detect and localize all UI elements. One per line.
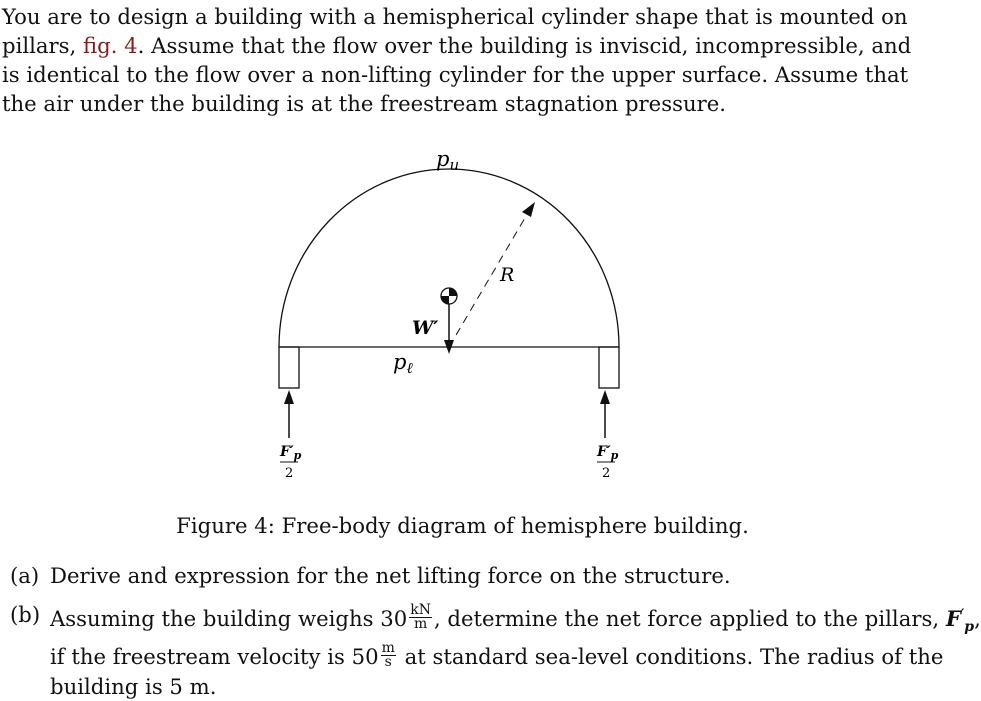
intro-text-2: . Assume that the flow over the building is inviscid, incompressible, and is identical to the flow over a non-lifting cylinder for the upper surface. Assume that the air under the building is at the freestream stagnation pressure. (2, 33, 912, 116)
upper-pressure-label: pu (436, 147, 460, 174)
right-force-label (596, 444, 619, 481)
right-force-arrowhead (600, 390, 610, 404)
question-b-label: (b) (10, 602, 41, 627)
unit-kn-per-m: $\frac{kN}{m}$ (410, 602, 431, 633)
svg-text:2: 2 (285, 466, 294, 481)
intro-text-1: You are to design a building with a hemispherical cylinder shape that is mounted on pillars, (2, 4, 908, 58)
figure-caption: Figure 4: Free-body diagram of hemisphere building. (176, 513, 749, 538)
question-a-text: Derive and expression for the net lifting force on the structure. (50, 563, 731, 588)
question-a (10, 561, 915, 590)
radius-label: R (500, 264, 515, 286)
weight-label: W′ (412, 317, 439, 339)
lower-pressure-label: pℓ (393, 350, 413, 377)
svg-text:F′p: $F'_p$ (280, 444, 302, 462)
unit-m-per-s: $\frac{m}{s}$ (381, 640, 395, 671)
right-pillar (599, 347, 619, 388)
radius-arrowhead (522, 202, 535, 217)
left-force-arrowhead (284, 390, 294, 404)
figure-reference-link[interactable]: fig. 4 (83, 33, 138, 58)
svg-text:2: 2 (602, 466, 611, 481)
left-force-label (279, 444, 302, 481)
pillar-force-symbol: $F'_p$ (945, 606, 975, 636)
question-b (10, 600, 981, 700)
svg-text:F′p: $F'_p$ (597, 444, 619, 462)
center-of-mass-icon (441, 288, 457, 304)
question-a-label: (a) (10, 563, 40, 588)
left-pillar (279, 347, 299, 388)
radius-line (449, 206, 532, 347)
question-b-text: Assuming the building weighs 30 $\frac{kN}{m}$ , determine the net force applied to the pillars, $F'_p$, if the freestream velocity is 50 $\frac{m}{s}$ at standard sea-level conditions. The radius of the building is 5 m. (50, 602, 981, 700)
